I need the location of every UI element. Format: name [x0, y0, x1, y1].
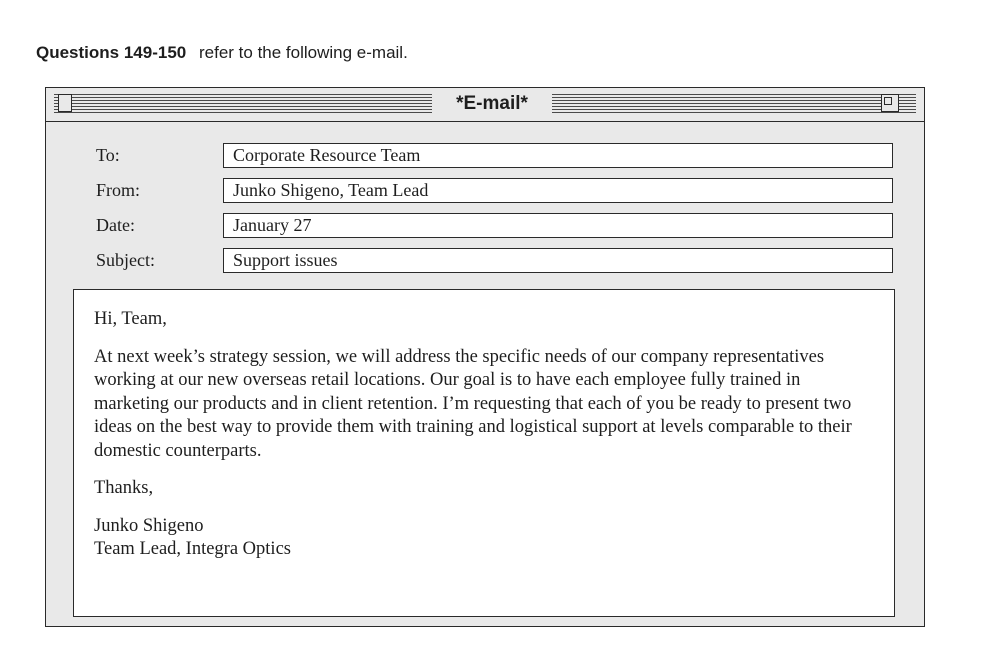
date-label: Date: [96, 215, 135, 235]
to-row [46, 143, 924, 170]
to-field[interactable]: Corporate Resource Team [223, 143, 893, 168]
to-label: To: [96, 145, 120, 165]
window-titlebar[interactable] [46, 88, 924, 122]
signature-title: Team Lead, Integra Optics [94, 539, 291, 559]
body-paragraph: At next week’s strategy session, we will address the specific needs of our company representatives working at our new overseas retail locations. Our goal is to have each employee fully trained in marketing our products and in client retention. I’m requesting that each of you be ready to present two ideas on the best way to provide them with training and logistical support at levels comparable to their domestic counterparts. [94, 346, 852, 461]
window-title: *E-mail* [432, 93, 552, 115]
subject-label: Subject: [96, 250, 155, 270]
email-window [45, 87, 925, 627]
subject-field[interactable]: Support issues [223, 248, 893, 273]
zoom-box-icon[interactable] [881, 94, 899, 112]
titlebar-stripes-right [552, 94, 916, 114]
subject-row [46, 248, 924, 275]
from-label: From: [96, 180, 141, 200]
close-box-icon[interactable] [58, 94, 72, 112]
closing: Thanks, [94, 478, 154, 498]
question-instruction [36, 43, 408, 63]
from-field[interactable]: Junko Shigeno, Team Lead [223, 178, 893, 203]
signature-name: Junko Shigeno [94, 515, 204, 536]
instruction-text: refer to the following e-mail. [198, 43, 408, 62]
from-row [46, 178, 924, 205]
date-row [46, 213, 924, 240]
question-numbers: Questions 149-150 [36, 43, 187, 62]
date-field[interactable]: January 27 [223, 213, 893, 238]
message-body[interactable] [73, 289, 895, 617]
greeting: Hi, Team, [94, 309, 167, 329]
titlebar-stripes-left [54, 94, 432, 114]
